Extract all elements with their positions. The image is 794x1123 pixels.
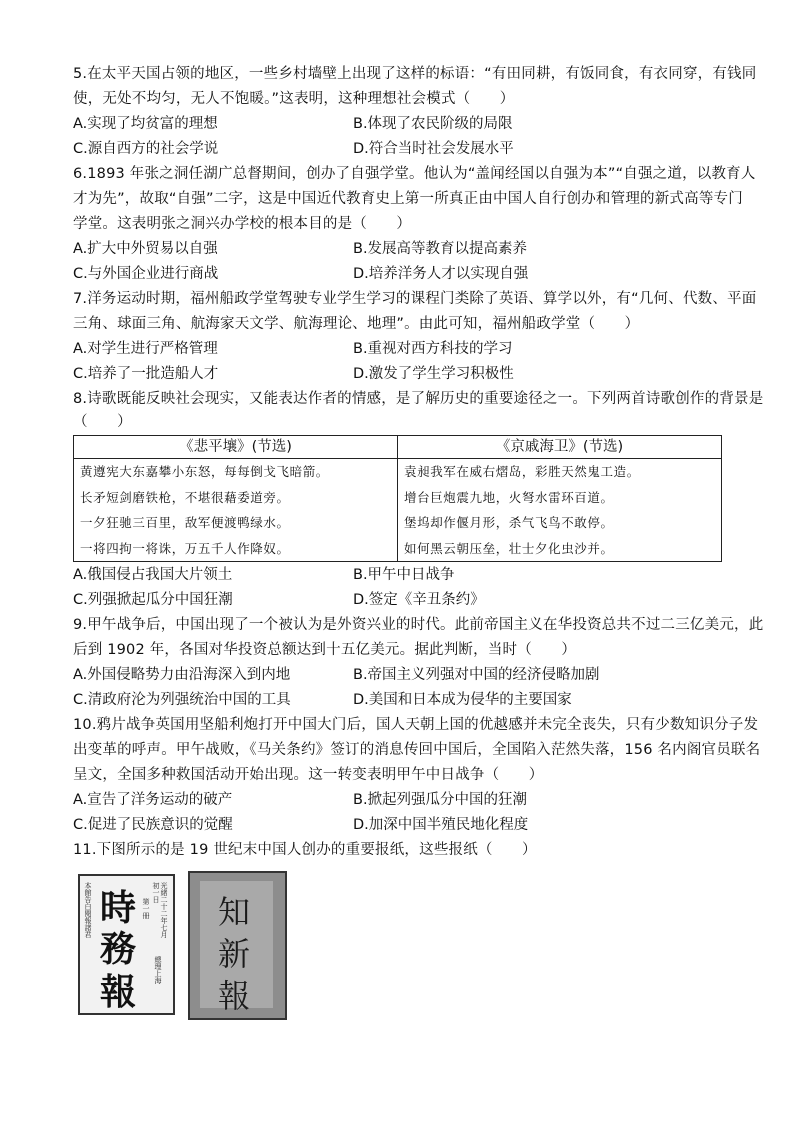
q10-option-c[interactable]: C.促进了民族意识的觉醒 bbox=[73, 817, 233, 833]
q7-stem-line1: 7.洋务运动时期，福州船政学堂驾驶专业学生学习的课程门类除了英语、算学以外，有“几何、代数、平面 bbox=[73, 291, 757, 307]
q9-stem-line2: 后到 1902 年，各国对华投资总额达到十五亿美元。据此判断，当时（ ） bbox=[73, 642, 577, 658]
q10-stem-line3: 呈文，全国多种救国活动开始出现。这一转变表明甲午中日战争（ ） bbox=[73, 767, 544, 783]
q5-option-b[interactable]: B.体现了农民阶级的局限 bbox=[353, 116, 513, 132]
poem2-title: 《京戚海卫》(节选) bbox=[398, 436, 722, 459]
shiwubao-newspaper-image bbox=[78, 874, 175, 1015]
q9-option-b[interactable]: B.帝国主义列强对中国的经济侵略加剧 bbox=[353, 667, 600, 683]
poem1-body bbox=[74, 459, 398, 562]
q8-stem-line1: 8.诗歌既能反映社会现实，又能表达作者的情感，是了解历史的重要途径之一。下列两首诗歌创作的背景是 bbox=[73, 391, 764, 407]
q6-option-c[interactable]: C.与外国企业进行商战 bbox=[73, 266, 219, 282]
q7-stem-line2: 三角、球面三角、航海家天文学、航海理论、地理”。由此可知，福州船政学堂（ ） bbox=[73, 316, 640, 332]
poem2-line: 堡坞却作偃月形，杀气飞鸟不敢停。 bbox=[404, 515, 614, 530]
q7-option-a[interactable]: A.对学生进行严格管理 bbox=[73, 341, 218, 357]
q5-option-c[interactable]: C.源自西方的社会学说 bbox=[73, 141, 219, 157]
q10-option-a[interactable]: A.宣告了洋务运动的破产 bbox=[73, 792, 233, 808]
q8-option-c[interactable]: C.列强掀起瓜分中国狂潮 bbox=[73, 592, 233, 608]
q5-option-a[interactable]: A.实现了均贫富的理想 bbox=[73, 116, 218, 132]
q6-option-b[interactable]: B.发展高等教育以提高素养 bbox=[353, 241, 528, 257]
paper2-title-char: 知 bbox=[218, 893, 251, 931]
q7-option-c[interactable]: C.培养了一批造船人才 bbox=[73, 366, 219, 382]
q9-option-a[interactable]: A.外国侵略势力由沿海深入到内地 bbox=[73, 667, 291, 683]
q6-stem-line1: 6.1893 年张之洞任湖广总督期间，创办了自强学堂。他认为“盖闻经国以自强为本”“自强之道，以教育人 bbox=[73, 166, 756, 182]
q5-stem-line2: 使，无处不均匀，无人不饱暖。”这表明，这种理想社会模式（ ） bbox=[73, 91, 515, 107]
q8-option-a[interactable]: A.俄国侵占我国大片领土 bbox=[73, 567, 233, 583]
q5-option-d[interactable]: D.符合当时社会发展水平 bbox=[353, 141, 514, 157]
poem-table bbox=[73, 435, 722, 562]
paper1-side-text-right2: 第一冊 bbox=[142, 898, 150, 919]
poem2-line: 如何黑云朝压垒，壮士夕化虫沙并。 bbox=[404, 540, 614, 556]
poem1-line: 一夕狂驰三百里，敌军便渡鸭绿水。 bbox=[80, 515, 290, 530]
q5-stem-line1: 5.在太平天国占领的地区，一些乡村墙壁上出现了这样的标语：“有田同耕，有饭同食，有衣同穿，有钱同 bbox=[73, 66, 757, 82]
zhixinbao-newspaper-image bbox=[188, 871, 287, 1020]
q10-option-d[interactable]: D.加深中国半殖民地化程度 bbox=[353, 817, 529, 833]
q6-stem-line2: 才为先”，故取“自强”二字，这是中国近代教育史上第一所真正由中国人自行创办和管理的新式高等专门 bbox=[73, 191, 743, 207]
paper1-side-text-left: 本館告白閱報諸君 bbox=[84, 882, 92, 938]
q7-option-b[interactable]: B.重视对西方科技的学习 bbox=[353, 341, 513, 357]
paper1-title-char: 報 bbox=[100, 971, 137, 1013]
paper1-side-text-right1: 光緒二十二年七月初一日 bbox=[152, 882, 168, 938]
q6-stem-line3: 学堂。这表明张之洞兴办学校的根本目的是（ ） bbox=[73, 216, 412, 232]
poem2-body bbox=[398, 459, 722, 562]
poem1-line: 长矛短剑磨铁枪，不堪很藉委道旁。 bbox=[80, 489, 290, 505]
q10-stem-line1: 10.鸦片战争英国用坚船利炮打开中国大门后，国人天朝上国的优越感并未完全丧失，只有少数知识分子发 bbox=[73, 717, 759, 733]
poem2-line: 增台巨炮震九地，火弩水雷环百道。 bbox=[404, 489, 614, 505]
q9-option-c[interactable]: C.清政府沦为列强统治中国的工具 bbox=[73, 692, 291, 708]
q7-option-d[interactable]: D.激发了学生学习积极性 bbox=[353, 366, 514, 382]
q10-option-b[interactable]: B.掀起列强瓜分中国的狂潮 bbox=[353, 792, 528, 808]
poem1-line: 一将四拘一将诛，万五千人作降奴。 bbox=[80, 540, 290, 556]
paper1-title-char: 時 bbox=[100, 887, 137, 929]
poem1-title: 《悲平壤》(节选) bbox=[74, 436, 398, 459]
q10-stem-line2: 出变革的呼声。甲午战败，《马关条约》签订的消息传回中国后，全国陷入茫然失落，156 名内阁官员联名 bbox=[73, 742, 761, 758]
q8-stem-line2: （ ） bbox=[73, 414, 132, 430]
paper2-title-char: 新 bbox=[218, 935, 251, 973]
q6-option-d[interactable]: D.培养洋务人才以实现自强 bbox=[353, 266, 529, 282]
q8-option-b[interactable]: B.甲午中日战争 bbox=[353, 567, 455, 583]
paper2-title-char: 報 bbox=[218, 977, 251, 1015]
paper1-title-char: 務 bbox=[100, 928, 137, 970]
paper1-side-text-right3: 總理上海 bbox=[154, 956, 162, 984]
poem2-line: 袁昶我军在威右熠岛，彩胜天然鬼工造。 bbox=[404, 464, 640, 479]
q9-option-d[interactable]: D.美国和日本成为侵华的主要国家 bbox=[353, 692, 572, 708]
q11-stem-line1: 11.下图所示的是 19 世纪末中国人创办的重要报纸，这些报纸（ ） bbox=[73, 842, 537, 858]
poem1-line: 黄遵宪大东嘉攀小东怒，每每倒戈飞暗箭。 bbox=[80, 464, 329, 479]
q8-option-d[interactable]: D.签定《辛丑条约》 bbox=[353, 592, 485, 608]
q6-option-a[interactable]: A.扩大中外贸易以自强 bbox=[73, 241, 218, 257]
q9-stem-line1: 9.甲午战争后，中国出现了一个被认为是外资兴业的时代。此前帝国主义在华投资总共不过二三亿美元，此 bbox=[73, 617, 764, 633]
